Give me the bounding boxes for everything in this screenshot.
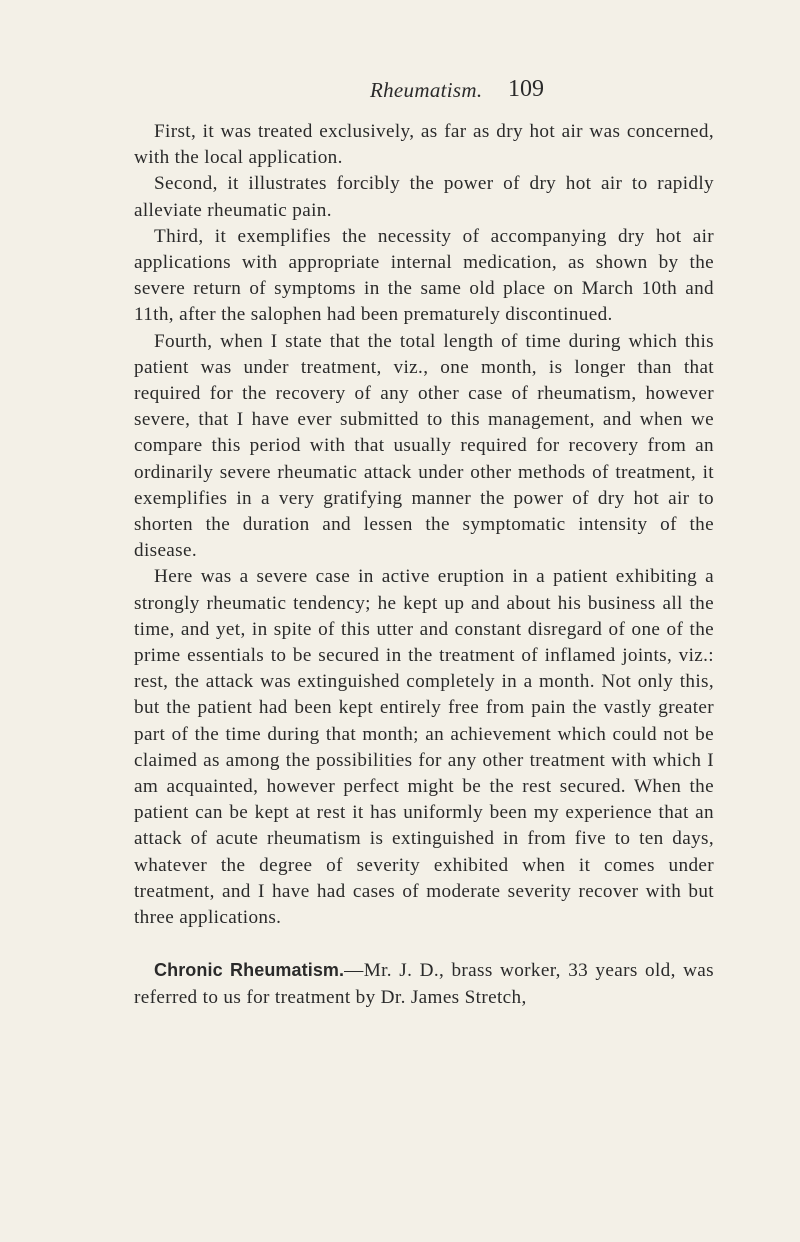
page-number: 109 <box>508 76 544 102</box>
body-text <box>134 119 714 1011</box>
paragraph-third: Third, it exemplifies the necessity of accompanying dry hot air applications with appropriate internal medication, as shown by the severe return of symptoms in the same old place on March 10th and 11th, after the salophen had been prematurely discontinued. <box>134 225 714 326</box>
paragraph-case-summary: Here was a severe case in active eruption in a patient exhibiting a strongly rheumatic tendency; he kept up and about his business all the time, and yet, in spite of this utter and constant disregard of one of the prime essentials to be secured in the treatment of inflamed joints, viz.: rest, the attack was extinguished completely in a month. Not only this, but the patient had been kept entirely free from pain the vastly greater part of the time during that month; an achievement which could not be claimed as among the possibilities for any other treatment with which I am acquainted, however perfect might be the rest secured. When the patient can be kept at rest it has uniformly been my experience that an attack of acute rheumatism is extinguished in from five to ten days, whatever the degree of severity exhibited when it comes under treatment, and I have had cases of moderate severity recover with but three applications. <box>134 566 714 929</box>
section-text: —Mr. J. D., brass worker, 33 years old, was referred to us for treatment by Dr. James Stretch, <box>134 960 714 1008</box>
section-heading: Chronic Rheumatism. <box>154 960 345 981</box>
running-head <box>0 70 800 110</box>
section-chronic-rheumatism <box>134 957 714 1010</box>
paragraph-second: Second, it illustrates forcibly the power of dry hot air to rapidly alleviate rheumatic pain. <box>134 173 714 221</box>
paragraph-first: First, it was treated exclusively, as far as dry hot air was concerned, with the local application. <box>134 121 714 169</box>
paragraph-fourth: Fourth, when I state that the total length of time during which this patient was under treatment, viz., one month, is longer than that required for the recovery of any other case of rheumatism, however severe, that I have ever submitted to this management, and when we compare this period with that usually required for recovery from an ordinarily severe rheumatic attack under other methods of treatment, it exemplifies in a very gratifying manner the power of dry hot air to shorten the duration and lessen the symptomatic intensity of the disease. <box>134 330 714 562</box>
running-title: Rheumatism. <box>370 78 483 102</box>
